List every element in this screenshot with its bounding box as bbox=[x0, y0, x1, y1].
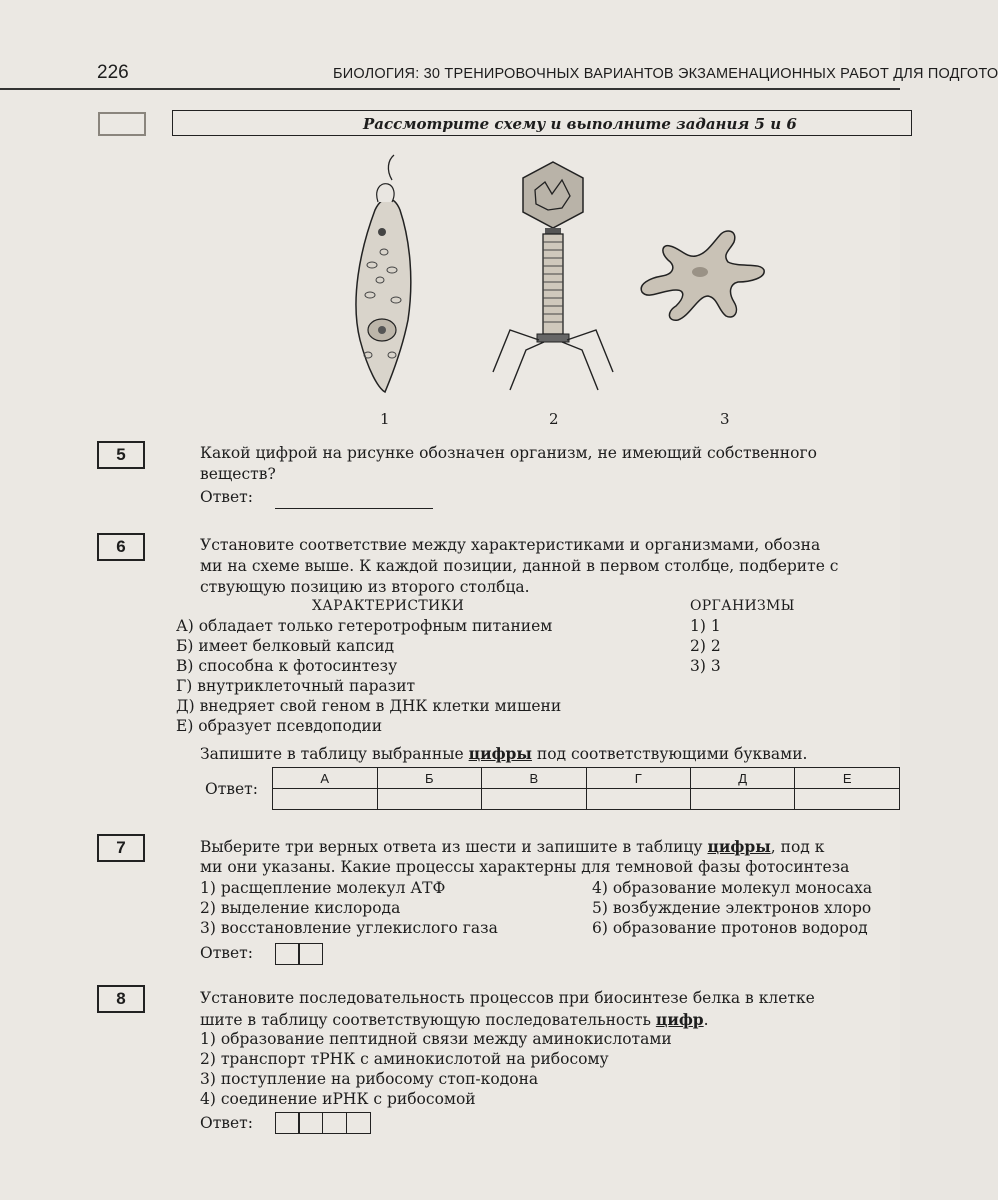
characteristic-item: Д) внедряет свой геном в ДНК клетки мишени bbox=[176, 697, 562, 715]
answer-cell[interactable] bbox=[322, 1112, 347, 1134]
q7-answer-label: Ответ: bbox=[200, 944, 253, 962]
q6-instruction-pre: Запишите в таблицу выбранные bbox=[200, 745, 469, 763]
q6-instruction-bold: цифры bbox=[468, 744, 532, 763]
scheme-banner: Рассмотрите схему и выполните задания 5 и 6 bbox=[172, 110, 912, 136]
q6-answer-label: Ответ: bbox=[205, 780, 258, 798]
q6-instruction bbox=[200, 743, 807, 765]
amoeba-drawing bbox=[641, 231, 764, 320]
q7-text-line1 bbox=[200, 836, 824, 858]
q7-option: 2) выделение кислорода bbox=[200, 899, 401, 917]
q6-answer-table bbox=[272, 767, 900, 810]
answer-cell[interactable] bbox=[482, 789, 587, 810]
euglena-drawing bbox=[356, 155, 411, 392]
answer-cell[interactable] bbox=[298, 943, 323, 965]
organism-item: 2) 2 bbox=[690, 637, 721, 655]
question-number-7: 7 bbox=[97, 834, 145, 862]
answer-cell[interactable] bbox=[298, 1112, 323, 1134]
q8-answer-label: Ответ: bbox=[200, 1114, 253, 1132]
q8-option: 2) транспорт тРНК с аминокислотой на рибосому bbox=[200, 1050, 609, 1068]
organism-item: 1) 1 bbox=[690, 617, 721, 635]
faded-box bbox=[98, 112, 146, 136]
answer-cell[interactable] bbox=[377, 789, 482, 810]
answer-cell[interactable] bbox=[795, 789, 900, 810]
q6-answer-letters-row bbox=[273, 768, 900, 789]
q7-option: 6) образование протонов водород bbox=[592, 919, 868, 937]
answer-cell[interactable] bbox=[275, 943, 300, 965]
q7-line1-bold: цифры bbox=[707, 837, 771, 856]
q8-line2-pre: шите в таблицу соответствующую последовательность bbox=[200, 1011, 656, 1029]
answer-cell[interactable] bbox=[273, 789, 378, 810]
organisms-header: ОРГАНИЗМЫ bbox=[690, 598, 795, 614]
answer-cell[interactable] bbox=[346, 1112, 371, 1134]
question-number-8: 8 bbox=[97, 985, 145, 1013]
question-number-5: 5 bbox=[97, 441, 145, 469]
characteristic-item: Б) имеет белковый капсид bbox=[176, 637, 395, 655]
characteristic-item: Г) внутриклеточный паразит bbox=[176, 677, 416, 695]
organism-item: 3) 3 bbox=[690, 657, 721, 675]
table-letter-cell: А bbox=[273, 768, 378, 789]
bacteriophage-drawing bbox=[493, 162, 613, 390]
characteristic-item: Е) образует псевдоподии bbox=[176, 717, 383, 735]
q5-text-line1: Какой цифрой на рисунке обозначен организм, не имеющий собственного bbox=[200, 444, 817, 462]
q7-option: 4) образование молекул моносаха bbox=[592, 879, 873, 897]
q7-line1-pre: Выберите три верных ответа из шести и запишите в таблицу bbox=[200, 838, 708, 856]
characteristics-header: ХАРАКТЕРИСТИКИ bbox=[312, 598, 465, 614]
q7-option: 5) возбуждение электронов хлоро bbox=[592, 899, 872, 917]
characteristic-item: А) обладает только гетеротрофным питанием bbox=[176, 617, 553, 635]
answer-cell[interactable] bbox=[690, 789, 795, 810]
q6-text-line1: Установите соответствие между характеристиками и организмами, обозна bbox=[200, 536, 821, 554]
q6-text-line2: ми на схеме выше. К каждой позиции, данной в первом столбце, подберите с bbox=[200, 557, 839, 575]
table-letter-cell: Г bbox=[586, 768, 690, 789]
running-title: БИОЛОГИЯ: 30 ТРЕНИРОВОЧНЫХ ВАРИАНТОВ ЭКЗАМЕНАЦИОННЫХ РАБОТ ДЛЯ ПОДГОТО bbox=[333, 66, 998, 82]
q7-option: 1) расщепление молекул АТФ bbox=[200, 879, 446, 897]
q6-instruction-post: под соответствующими буквами. bbox=[531, 745, 808, 763]
q7-answer-cells bbox=[276, 943, 323, 965]
q8-text-line1: Установите последовательность процессов при биосинтезе белка в клетке bbox=[200, 989, 815, 1007]
q8-option: 1) образование пептидной связи между аминокислотами bbox=[200, 1030, 672, 1048]
q8-line2-post: . bbox=[703, 1011, 709, 1029]
q8-line2-bold: цифр bbox=[655, 1010, 704, 1029]
table-letter-cell: Е bbox=[795, 768, 900, 789]
figure-label-2: 2 bbox=[549, 410, 559, 428]
table-letter-cell: В bbox=[482, 768, 587, 789]
q5-answer-field[interactable] bbox=[275, 508, 433, 509]
answer-cell[interactable] bbox=[275, 1112, 300, 1134]
page-number: 226 bbox=[97, 62, 129, 83]
table-letter-cell: Б bbox=[377, 768, 482, 789]
figure-label-3: 3 bbox=[720, 410, 730, 428]
q7-text-line2: ми они указаны. Какие процессы характерны для темновой фазы фотосинтеза bbox=[200, 858, 850, 876]
answer-cell[interactable] bbox=[586, 789, 690, 810]
q7-option: 3) восстановление углекислого газа bbox=[200, 919, 498, 937]
page-header bbox=[0, 58, 998, 90]
q8-option: 3) поступление на рибосому стоп-кодона bbox=[200, 1070, 539, 1088]
q6-text-line3: ствующую позицию из второго столбца. bbox=[200, 578, 530, 596]
q8-answer-cells bbox=[276, 1112, 371, 1134]
table-letter-cell: Д bbox=[690, 768, 795, 789]
q5-answer-label: Ответ: bbox=[200, 488, 253, 506]
scheme-figure bbox=[330, 150, 770, 410]
characteristic-item: В) способна к фотосинтезу bbox=[176, 657, 398, 675]
q7-line1-post: , под к bbox=[770, 838, 825, 856]
q6-answer-cells-row bbox=[273, 789, 900, 810]
figure-label-1: 1 bbox=[380, 410, 390, 428]
question-number-6: 6 bbox=[97, 533, 145, 561]
q5-text-line2: веществ? bbox=[200, 465, 276, 483]
q8-text-line2 bbox=[200, 1009, 709, 1031]
q8-option: 4) соединение иРНК с рибосомой bbox=[200, 1090, 476, 1108]
